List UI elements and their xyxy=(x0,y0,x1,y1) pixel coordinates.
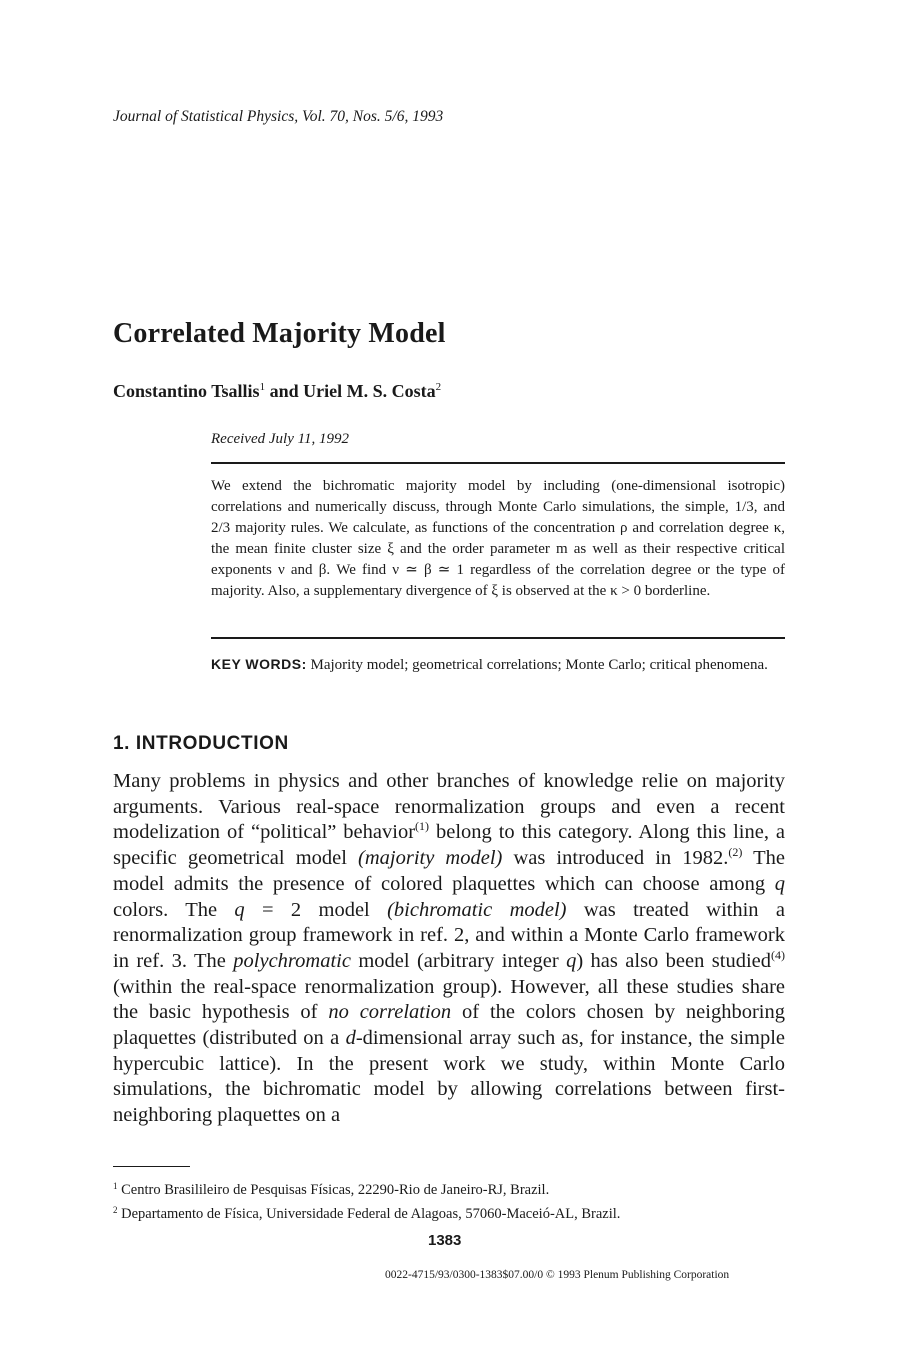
received-date: Received July 11, 1992 xyxy=(211,431,349,447)
footnote-mark: 1 xyxy=(113,1181,118,1191)
page-number: 1383 xyxy=(428,1232,462,1249)
emphasis: (bichromatic model) xyxy=(387,898,567,921)
footnote-mark: 2 xyxy=(113,1205,118,1215)
footnote xyxy=(113,1176,620,1200)
section-heading: 1. INTRODUCTION xyxy=(113,733,289,754)
copyright-line: 0022-4715/93/0300-1383$07.00/0 © 1993 Plenum Publishing Corporation xyxy=(385,1269,730,1281)
affiliation-mark: 1 xyxy=(259,381,266,393)
footnote-text: Centro Brasilileiro de Pesquisas Físicas, 22290-Rio de Janeiro-RJ, Brazil. xyxy=(117,1182,550,1198)
emphasis: no correlation xyxy=(328,1001,452,1024)
keywords-label: KEY WORDS: xyxy=(211,656,307,672)
text-run: = 2 model xyxy=(244,898,388,921)
text-run: -dimensional array such as, for instance, the simple hypercubic lattice). In the present work we study, within Monte Carlo simulations, the bichromatic model by allowing correlations between first-neighboring plaquettes on a xyxy=(113,1027,785,1127)
math-var: q xyxy=(234,898,245,921)
text-run: belong to this category. Along this line, a specific geometrical model xyxy=(113,821,785,870)
math-var: d xyxy=(345,1027,356,1050)
citation-ref: (4) xyxy=(771,947,785,962)
footnote xyxy=(113,1200,620,1224)
emphasis: polychromatic xyxy=(233,949,351,972)
author-name: Constantino Tsallis xyxy=(113,381,260,401)
math-var: q xyxy=(774,872,785,895)
affiliation-mark: 2 xyxy=(435,381,442,393)
citation-ref: (1) xyxy=(415,819,430,834)
text-run: The model admits the presence of colored plaquettes which can choose among xyxy=(113,847,785,895)
text-run: model (arbitrary integer xyxy=(350,949,567,972)
text-run: was introduced in 1982. xyxy=(502,847,729,870)
emphasis: (majority model) xyxy=(358,847,503,870)
text-run: of the colors chosen by neighboring plaquettes (distributed on a xyxy=(113,1001,785,1050)
introduction-paragraph xyxy=(113,769,785,1129)
text-run: ) has also been studied xyxy=(576,949,771,972)
text-run: Many problems in physics and other branches of knowledge relie on majority arguments. Various real-space renormalization groups and even a recent modelization of “political” behavior xyxy=(113,770,785,844)
citation-ref: (2) xyxy=(728,845,743,860)
keywords xyxy=(211,654,785,676)
abstract: We extend the bichromatic majority model by including (one-dimensional isotropic) correlations and numerically discuss, through Monte Carlo simulations, the simple, 1/3, and 2/3 majority rules. We calculate, as functions of the concentration ρ and correlation degree κ, the mean finite cluster size ξ and the order parameter m as well as their respective critical exponents ν and β. We find ν ≃ β ≃ 1 regardless of the correlation degree or the type of majority. Also, a supplementary divergence of ξ is observed at the κ > 0 borderline. xyxy=(211,478,785,599)
math-var: q xyxy=(566,949,577,972)
footnote-text: Departamento de Física, Universidade Federal de Alagoas, 57060-Maceió-AL, Brazil. xyxy=(117,1206,621,1222)
abstract-top-rule xyxy=(211,462,785,464)
text-run: colors. The xyxy=(113,898,235,921)
text-run: (within the real-space renormalization group). However, all these studies share the basic hypothesis of xyxy=(113,975,785,1024)
text-run: was treated within a renormalization group framework in ref. 2, and within a Monte Carlo framework in ref. 3. The xyxy=(113,898,785,972)
footnote-rule xyxy=(113,1166,190,1167)
author-line xyxy=(113,381,441,402)
keywords-text: Majority model; geometrical correlations; Monte Carlo; critical phenomena. xyxy=(306,657,768,673)
journal-header: Journal of Statistical Physics, Vol. 70, Nos. 5/6, 1993 xyxy=(113,108,444,125)
author-joiner: and xyxy=(265,381,304,401)
paper-title: Correlated Majority Model xyxy=(113,318,446,349)
author-name: Uriel M. S. Costa xyxy=(303,381,436,401)
abstract-bottom-rule xyxy=(211,637,785,639)
footnotes xyxy=(113,1176,620,1224)
